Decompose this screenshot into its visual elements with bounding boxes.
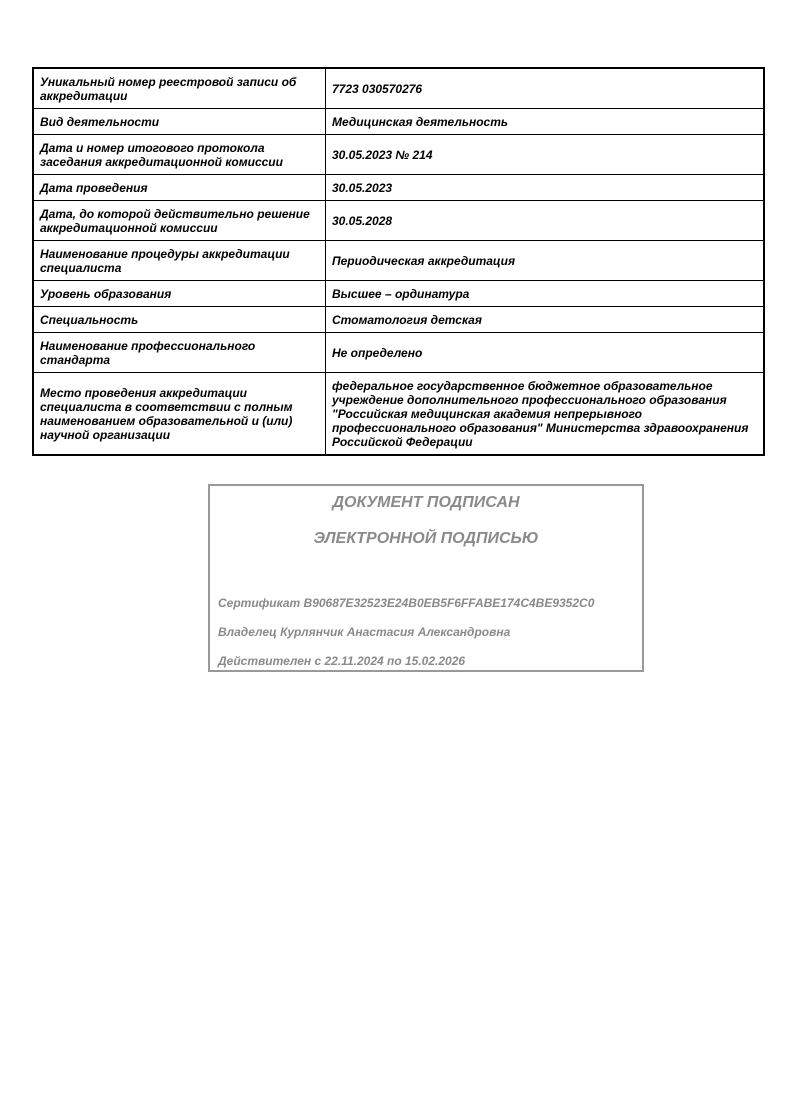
row-label: Дата, до которой действительно решение аккредитационной комиссии [33,201,326,241]
table-row [33,373,764,456]
accreditation-record-table [32,67,765,456]
row-label: Уникальный номер реестровой записи об аккредитации [33,68,326,109]
row-label: Уровень образования [33,281,326,307]
stamp-validity: Действителен с 22.11.2024 по 15.02.2026 [218,654,466,668]
table-row [33,307,764,333]
table-row [33,281,764,307]
row-label: Вид деятельности [33,109,326,135]
row-label: Наименование профессионального стандарта [33,333,326,373]
row-value: Медицинская деятельность [326,109,765,135]
table-row [33,201,764,241]
row-label: Дата проведения [33,175,326,201]
row-value: 30.05.2028 [326,201,765,241]
table-row [33,135,764,175]
table-row [33,241,764,281]
row-value: Периодическая аккредитация [326,241,765,281]
table-row [33,333,764,373]
row-label: Дата и номер итогового протокола заседания аккредитационной комиссии [33,135,326,175]
electronic-signature-stamp [208,484,644,672]
row-label: Специальность [33,307,326,333]
row-value: Высшее – ординатура [326,281,765,307]
row-value: Не определено [326,333,765,373]
row-value: федеральное государственное бюджетное образовательное учреждение дополнительного профессионального образования "Российская медицинская академия непрерывного профессионального образования" Министерства здравоохранения Российской Федерации [326,373,765,456]
row-label: Место проведения аккредитации специалиста в соответствии с полным наименованием образовательной и (или) научной организации [33,373,326,456]
stamp-heading-electronic: ЭЛЕКТРОННОЙ ПОДПИСЬЮ [313,530,539,547]
table-row [33,175,764,201]
stamp-owner: Владелец Курлянчик Анастасия Александровна [218,625,511,639]
table-row [33,109,764,135]
row-value: 30.05.2023 № 214 [326,135,765,175]
table-row [33,68,764,109]
stamp-certificate: Сертификат B90687E32523E24B0EB5F6FFABE174C4BE9352C0 [218,596,595,610]
row-label: Наименование процедуры аккредитации специалиста [33,241,326,281]
row-value: Стоматология детская [326,307,765,333]
row-value: 7723 030570276 [326,68,765,109]
stamp-heading-signed: ДОКУМЕНТ ПОДПИСАН [332,494,520,511]
row-value: 30.05.2023 [326,175,765,201]
